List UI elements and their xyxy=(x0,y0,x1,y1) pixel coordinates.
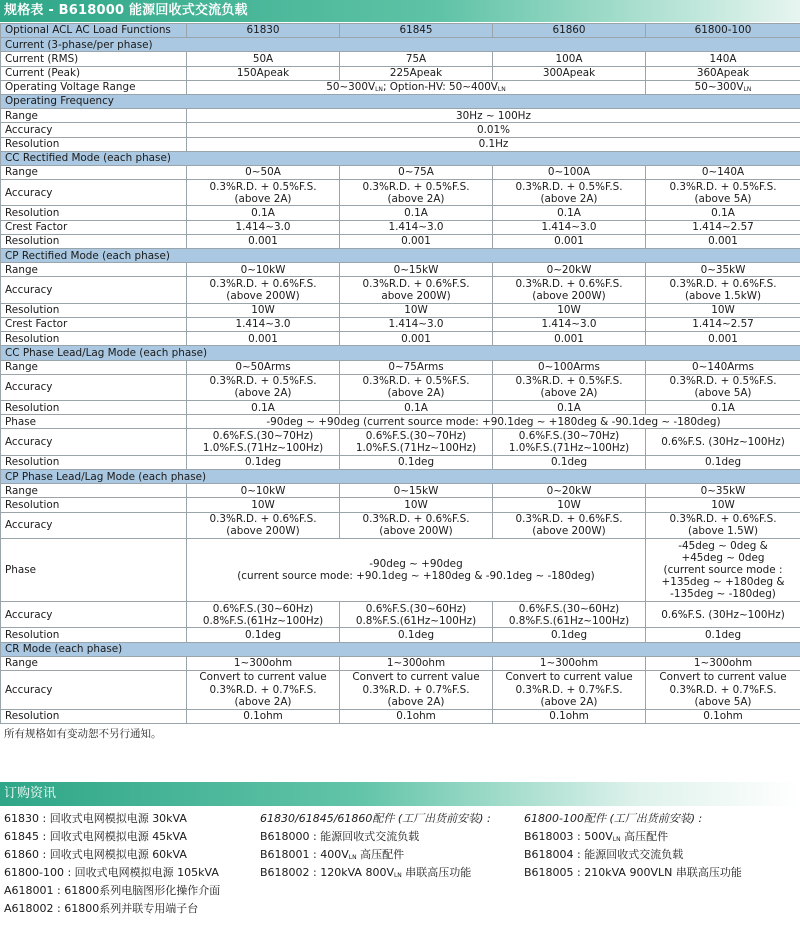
spec-cell: 0~140Arms xyxy=(646,360,800,374)
spec-row xyxy=(1,317,800,331)
spec-cell: 0.1Hz xyxy=(187,137,800,151)
spec-cell: 300Apeak xyxy=(493,66,646,80)
ordering-title: 订购资讯 xyxy=(4,786,57,801)
spec-cell-line: 0.8%F.S.(61Hz~100Hz) xyxy=(508,614,630,627)
section-header-row xyxy=(1,38,800,52)
spec-cell-line: (above 200W) xyxy=(226,525,300,538)
spec-cell xyxy=(493,429,646,455)
accessories-title: 61800-100配件 (工厂出货前安装) : xyxy=(524,812,703,825)
spec-row-label: Range xyxy=(1,109,187,123)
spec-cell xyxy=(646,512,800,538)
spec-row-label: Resolution xyxy=(1,137,187,151)
spec-cell: 0.1deg xyxy=(340,628,493,642)
spec-cell: 0.1A xyxy=(493,206,646,220)
spec-row xyxy=(1,66,800,80)
spec-cell-line: 0.8%F.S.(61Hz~100Hz) xyxy=(355,614,477,627)
spec-cell: 0~100Arms xyxy=(493,360,646,374)
spec-row-label: Phase xyxy=(1,415,187,429)
spec-row-label: Accuracy xyxy=(1,429,187,455)
spec-cell-line: (above 2A) xyxy=(540,695,598,708)
spec-cell: 0~140A xyxy=(646,165,800,179)
spec-cell xyxy=(340,670,493,709)
spec-row xyxy=(1,137,800,151)
spec-row xyxy=(1,512,800,538)
spec-cell xyxy=(646,539,800,602)
spec-cell xyxy=(340,277,493,303)
spec-row xyxy=(1,109,800,123)
spec-row-label: Accuracy xyxy=(1,180,187,206)
spec-row xyxy=(1,165,800,179)
spec-row-label: Range xyxy=(1,360,187,374)
spec-cell-line: +135deg ~ +180deg & xyxy=(661,576,785,589)
spec-cell: 0.6%F.S. (30Hz~100Hz) xyxy=(646,429,800,455)
spec-cell-line: 0.6%F.S.(30~60Hz) xyxy=(365,602,467,615)
spec-row xyxy=(1,429,800,455)
spec-row-label: Resolution xyxy=(1,206,187,220)
ordering-item: 61830 : 回收式电网模拟电源 30kVA xyxy=(4,812,187,825)
spec-cell: 0~50Arms xyxy=(187,360,340,374)
spec-cell-line: (above 1.5kW) xyxy=(684,290,762,303)
spec-cell: 0.1deg xyxy=(646,455,800,469)
spec-row xyxy=(1,670,800,709)
spec-row-label: Resolution xyxy=(1,332,187,346)
spec-row xyxy=(1,220,800,234)
spec-cell-line: Convert to current value xyxy=(505,671,633,684)
ordering-item: B618004 : 能源回收式交流负载 xyxy=(524,848,684,861)
spec-row-label: Crest Factor xyxy=(1,317,187,331)
spec-row xyxy=(1,52,800,66)
spec-row xyxy=(1,263,800,277)
ordering-accessories-61800-100 xyxy=(524,810,742,882)
spec-cell: 1.414~2.57 xyxy=(646,220,800,234)
spec-cell: 0.1deg xyxy=(187,455,340,469)
spec-cell-line: 0.3%R.D. + 0.5%F.S. xyxy=(209,180,317,193)
spec-cell-line: (above 2A) xyxy=(540,192,598,205)
spec-cell-line: 0.3%R.D. + 0.6%F.S. xyxy=(515,513,623,526)
spec-cell: 0.1A xyxy=(187,206,340,220)
spec-cell-line: (above 200W) xyxy=(379,525,453,538)
spec-row-label: Resolution xyxy=(1,234,187,248)
spec-cell-line: 0.6%F.S.(30~70Hz) xyxy=(518,429,620,442)
spec-title: 规格表 - B618000 能源回收式交流负载 xyxy=(4,3,248,18)
spec-row xyxy=(1,401,800,415)
spec-cell-line: 0.3%R.D. + 0.6%F.S. xyxy=(669,513,777,526)
spec-cell-line: (above 2A) xyxy=(234,387,292,400)
spec-cell-line: (current source mode : xyxy=(663,563,783,576)
spec-cell: 10W xyxy=(493,498,646,512)
section-title: CR Mode (each phase) xyxy=(1,642,800,656)
spec-cell: 10W xyxy=(187,498,340,512)
spec-row xyxy=(1,234,800,248)
ordering-item: 61860 : 回收式电网模拟电源 60kVA xyxy=(4,848,187,861)
spec-cell: $50\sim 300V_{LN}$; Option-HV: $50\sim 400V_{LN}$ xyxy=(187,80,646,94)
section-header-row xyxy=(1,470,800,484)
section-title: CC Rectified Mode (each phase) xyxy=(1,151,800,165)
spec-cell-line: 1.0%F.S.(71Hz~100Hz) xyxy=(355,442,477,455)
spec-row xyxy=(1,277,800,303)
header-model: 61860 xyxy=(493,24,646,38)
accessories-title: 61830/61845/61860配件 (工厂出货前安装) : xyxy=(260,812,491,825)
section-header-row xyxy=(1,151,800,165)
spec-cell-line: 0.3%R.D. + 0.5%F.S. xyxy=(209,375,317,388)
spec-cell xyxy=(646,374,800,400)
spec-cell: 0.1A xyxy=(646,401,800,415)
spec-row xyxy=(1,539,800,602)
spec-cell: 0.001 xyxy=(646,332,800,346)
spec-row xyxy=(1,656,800,670)
spec-cell-line: 0.3%R.D. + 0.6%F.S. xyxy=(209,513,317,526)
spec-cell-line: 0.3%R.D. + 0.6%F.S. xyxy=(515,277,623,290)
spec-cell-line: (above 5A) xyxy=(694,387,752,400)
spec-row-label: Resolution xyxy=(1,303,187,317)
spec-cell-line: 0.3%R.D. + 0.5%F.S. xyxy=(669,180,777,193)
spec-cell xyxy=(340,602,493,628)
spec-cell: 0~35kW xyxy=(646,263,800,277)
spec-cell xyxy=(187,277,340,303)
ordering-item: B618005 : 210kVA 900VLN 串联高压功能 xyxy=(524,866,742,879)
spec-cell-line: 0.3%R.D. + 0.5%F.S. xyxy=(362,375,470,388)
spec-row xyxy=(1,415,800,429)
spec-cell: 0~15kW xyxy=(340,484,493,498)
spec-cell-line: (above 1.5W) xyxy=(687,525,759,538)
spec-cell-line: 0.6%F.S.(30~70Hz) xyxy=(365,429,467,442)
spec-cell: 1.414~3.0 xyxy=(187,220,340,234)
spec-row-label: Accuracy xyxy=(1,670,187,709)
spec-cell: 10W xyxy=(340,303,493,317)
spec-row-label: Range xyxy=(1,484,187,498)
spec-cell-line: 0.3%R.D. + 0.5%F.S. xyxy=(669,375,777,388)
spec-cell: 0~20kW xyxy=(493,484,646,498)
spec-cell-line: 0.8%F.S.(61Hz~100Hz) xyxy=(202,614,324,627)
spec-cell: 30Hz ~ 100Hz xyxy=(187,109,800,123)
spec-cell-line: 0.3%R.D. + 0.7%F.S. xyxy=(209,683,317,696)
spec-cell xyxy=(187,539,646,602)
spec-cell: 0.1ohm xyxy=(646,709,800,723)
section-title: CP Phase Lead/Lag Mode (each phase) xyxy=(1,470,800,484)
spec-cell-line: (above 5A) xyxy=(694,695,752,708)
spec-cell-line: -45deg ~ 0deg & xyxy=(678,539,768,552)
ordering-item: 61800-100 : 回收式电网模拟电源 105kVA xyxy=(4,866,219,879)
section-title: CC Phase Lead/Lag Mode (each phase) xyxy=(1,346,800,360)
spec-cell: 1~300ohm xyxy=(187,656,340,670)
spec-row xyxy=(1,709,800,723)
spec-row xyxy=(1,123,800,137)
spec-cell: 1.414~3.0 xyxy=(493,317,646,331)
spec-cell xyxy=(646,180,800,206)
spec-cell: -90deg ~ +90deg (current source mode: +90.1deg ~ +180deg & -90.1deg ~ -180deg) xyxy=(187,415,800,429)
spec-row xyxy=(1,498,800,512)
spec-row-label: Range xyxy=(1,263,187,277)
spec-cell: 1.414~3.0 xyxy=(340,317,493,331)
spec-cell: 0.1deg xyxy=(187,628,340,642)
spec-cell xyxy=(493,512,646,538)
spec-cell xyxy=(493,670,646,709)
spec-cell xyxy=(646,277,800,303)
spec-cell-line: 0.3%R.D. + 0.6%F.S. xyxy=(669,277,777,290)
spec-row xyxy=(1,303,800,317)
spec-row xyxy=(1,455,800,469)
spec-cell: 0~50A xyxy=(187,165,340,179)
spec-cell: 10W xyxy=(187,303,340,317)
spec-cell: 225Apeak xyxy=(340,66,493,80)
spec-cell: 0.001 xyxy=(340,332,493,346)
spec-cell xyxy=(187,670,340,709)
spec-table xyxy=(0,23,800,724)
spec-cell: 0.1A xyxy=(646,206,800,220)
spec-cell: 1~300ohm xyxy=(340,656,493,670)
spec-row xyxy=(1,484,800,498)
spec-row xyxy=(1,80,800,94)
spec-cell: 0~10kW xyxy=(187,484,340,498)
spec-row-label: Accuracy xyxy=(1,374,187,400)
spec-cell: 0.6%F.S. (30Hz~100Hz) xyxy=(646,602,800,628)
spec-cell-line: Convert to current value xyxy=(199,671,327,684)
spec-cell: 0~20kW xyxy=(493,263,646,277)
spec-cell: 0.001 xyxy=(187,332,340,346)
spec-cell: 1.414~3.0 xyxy=(187,317,340,331)
header-model: 61830 xyxy=(187,24,340,38)
spec-row-label: Current (RMS) xyxy=(1,52,187,66)
spec-cell: 0.001 xyxy=(493,332,646,346)
spec-cell-line: 0.3%R.D. + 0.5%F.S. xyxy=(515,375,623,388)
section-title: CP Rectified Mode (each phase) xyxy=(1,249,800,263)
spec-cell: 0.1ohm xyxy=(187,709,340,723)
spec-row-label: Phase xyxy=(1,539,187,602)
spec-cell: 1~300ohm xyxy=(646,656,800,670)
spec-cell-line: (above 2A) xyxy=(387,387,445,400)
spec-cell-line: -135deg ~ -180deg) xyxy=(670,588,776,601)
spec-row-label: Accuracy xyxy=(1,512,187,538)
ordering-banner xyxy=(0,782,800,806)
spec-cell xyxy=(187,512,340,538)
spec-cell-line: (above 200W) xyxy=(226,290,300,303)
spec-cell-line: 1.0%F.S.(71Hz~100Hz) xyxy=(508,442,630,455)
section-header-row xyxy=(1,642,800,656)
section-title: Operating Frequency xyxy=(1,94,800,108)
spec-cell: $50\sim 300V_{LN}$ xyxy=(646,80,800,94)
spec-cell: 140A xyxy=(646,52,800,66)
spec-cell-line: 0.3%R.D. + 0.7%F.S. xyxy=(669,683,777,696)
spec-cell-line: 0.6%F.S.(30~60Hz) xyxy=(518,602,620,615)
spec-note: 所有规格如有变动恕不另行通知。 xyxy=(4,727,162,740)
section-title: Current (3-phase/per phase) xyxy=(1,38,800,52)
spec-cell-line: (current source mode: +90.1deg ~ +180deg & -90.1deg ~ -180deg) xyxy=(237,570,595,583)
ordering-models-list xyxy=(4,810,220,918)
spec-cell-line: 0.3%R.D. + 0.7%F.S. xyxy=(362,683,470,696)
spec-row xyxy=(1,628,800,642)
spec-row-label: Resolution xyxy=(1,401,187,415)
header-label: Optional ACL AC Load Functions xyxy=(1,24,187,38)
spec-cell xyxy=(187,374,340,400)
spec-cell-line: +45deg ~ 0deg xyxy=(681,551,765,564)
spec-cell: 0.1A xyxy=(493,401,646,415)
spec-cell: 10W xyxy=(646,498,800,512)
spec-cell xyxy=(646,670,800,709)
spec-cell-line: Convert to current value xyxy=(352,671,480,684)
spec-cell: 0.001 xyxy=(646,234,800,248)
spec-cell-line: (above 2A) xyxy=(387,695,445,708)
spec-row xyxy=(1,180,800,206)
spec-cell xyxy=(493,180,646,206)
ordering-item: B618002 : 120kVA $800V_{LN}$ 串联高压功能 xyxy=(260,866,472,879)
spec-cell: 0.1A xyxy=(187,401,340,415)
spec-cell: 0.1A xyxy=(340,206,493,220)
ordering-item: B618003 : $500V_{LN}$ 高压配件 xyxy=(524,830,669,843)
spec-cell: 0.001 xyxy=(493,234,646,248)
spec-cell: 360Apeak xyxy=(646,66,800,80)
spec-row-label: Resolution xyxy=(1,455,187,469)
spec-row-label: Range xyxy=(1,165,187,179)
spec-cell: 0.01% xyxy=(187,123,800,137)
ordering-item: 61845 : 回收式电网模拟电源 45kVA xyxy=(4,830,187,843)
spec-cell: 1~300ohm xyxy=(493,656,646,670)
spec-cell-line: 0.3%R.D. + 0.7%F.S. xyxy=(515,683,623,696)
spec-row xyxy=(1,332,800,346)
spec-cell: 0~100A xyxy=(493,165,646,179)
spec-cell: 75A xyxy=(340,52,493,66)
spec-cell-line: (above 5A) xyxy=(694,192,752,205)
ordering-item: B618001 : $400V_{LN}$ 高压配件 xyxy=(260,848,405,861)
ordering-item: B618000 : 能源回收式交流负载 xyxy=(260,830,420,843)
ordering-accessories-61830 xyxy=(260,810,491,882)
spec-row-label: Accuracy xyxy=(1,602,187,628)
spec-cell: 0.1deg xyxy=(493,455,646,469)
spec-header-row xyxy=(1,24,800,38)
spec-cell: 1.414~3.0 xyxy=(340,220,493,234)
spec-cell: 0~35kW xyxy=(646,484,800,498)
spec-cell: 0.001 xyxy=(187,234,340,248)
spec-table-body xyxy=(1,24,800,724)
spec-cell: 0.1ohm xyxy=(493,709,646,723)
spec-cell-line: 0.6%F.S.(30~70Hz) xyxy=(212,429,314,442)
spec-cell-line: (above 200W) xyxy=(532,525,606,538)
spec-row xyxy=(1,602,800,628)
spec-cell: 0.1ohm xyxy=(340,709,493,723)
spec-cell xyxy=(493,602,646,628)
spec-cell-line: (above 2A) xyxy=(387,192,445,205)
spec-row-label: Resolution xyxy=(1,628,187,642)
spec-cell-line: -90deg ~ +90deg xyxy=(369,557,463,570)
spec-cell xyxy=(187,602,340,628)
spec-row-label: Operating Voltage Range xyxy=(1,80,187,94)
spec-row-label: Resolution xyxy=(1,709,187,723)
spec-cell-line: 0.3%R.D. + 0.5%F.S. xyxy=(362,180,470,193)
spec-cell xyxy=(340,512,493,538)
spec-cell xyxy=(340,429,493,455)
spec-cell: 0~75Arms xyxy=(340,360,493,374)
spec-cell-line: 0.3%R.D. + 0.6%F.S. xyxy=(209,277,317,290)
ordering-item: A618001 : 61800系列电脑图形化操作介面 xyxy=(4,884,221,897)
spec-cell: 0~10kW xyxy=(187,263,340,277)
spec-cell-line: (above 2A) xyxy=(540,387,598,400)
header-model: 61845 xyxy=(340,24,493,38)
section-header-row xyxy=(1,346,800,360)
spec-title-banner xyxy=(0,0,800,22)
spec-cell-line: (above 200W) xyxy=(532,290,606,303)
spec-cell: 10W xyxy=(493,303,646,317)
spec-cell-line: 0.3%R.D. + 0.5%F.S. xyxy=(515,180,623,193)
spec-cell: 50A xyxy=(187,52,340,66)
spec-row-label: Accuracy xyxy=(1,277,187,303)
spec-row xyxy=(1,360,800,374)
spec-cell-line: 1.0%F.S.(71Hz~100Hz) xyxy=(202,442,324,455)
header-model: 61800-100 xyxy=(646,24,800,38)
spec-row xyxy=(1,206,800,220)
section-header-row xyxy=(1,249,800,263)
spec-cell xyxy=(187,429,340,455)
spec-cell-line: 0.3%R.D. + 0.6%F.S. xyxy=(362,277,470,290)
spec-cell: 1.414~2.57 xyxy=(646,317,800,331)
spec-cell: 0~75A xyxy=(340,165,493,179)
spec-cell: 0.1deg xyxy=(340,455,493,469)
spec-cell: 0.1deg xyxy=(646,628,800,642)
spec-row xyxy=(1,374,800,400)
spec-cell: 0~15kW xyxy=(340,263,493,277)
spec-cell: 100A xyxy=(493,52,646,66)
spec-cell-line: 0.6%F.S.(30~60Hz) xyxy=(212,602,314,615)
spec-cell xyxy=(340,374,493,400)
spec-cell-line: Convert to current value xyxy=(659,671,787,684)
spec-row-label: Current (Peak) xyxy=(1,66,187,80)
spec-cell xyxy=(493,277,646,303)
spec-cell-line: (above 2A) xyxy=(234,192,292,205)
ordering-item: A618002 : 61800系列并联专用端子台 xyxy=(4,902,199,915)
spec-cell: 10W xyxy=(340,498,493,512)
spec-cell: 10W xyxy=(646,303,800,317)
spec-cell xyxy=(493,374,646,400)
spec-cell-line: above 200W) xyxy=(381,290,451,303)
spec-cell: 0.1deg xyxy=(493,628,646,642)
spec-row-label: Resolution xyxy=(1,498,187,512)
spec-cell-line: (above 2A) xyxy=(234,695,292,708)
spec-cell: 0.001 xyxy=(340,234,493,248)
spec-cell: 1.414~3.0 xyxy=(493,220,646,234)
spec-cell: 0.1A xyxy=(340,401,493,415)
spec-cell: 150Apeak xyxy=(187,66,340,80)
spec-cell xyxy=(340,180,493,206)
spec-cell-line: 0.3%R.D. + 0.6%F.S. xyxy=(362,513,470,526)
spec-row-label: Accuracy xyxy=(1,123,187,137)
spec-row-label: Crest Factor xyxy=(1,220,187,234)
spec-cell xyxy=(187,180,340,206)
section-header-row xyxy=(1,94,800,108)
spec-row-label: Range xyxy=(1,656,187,670)
